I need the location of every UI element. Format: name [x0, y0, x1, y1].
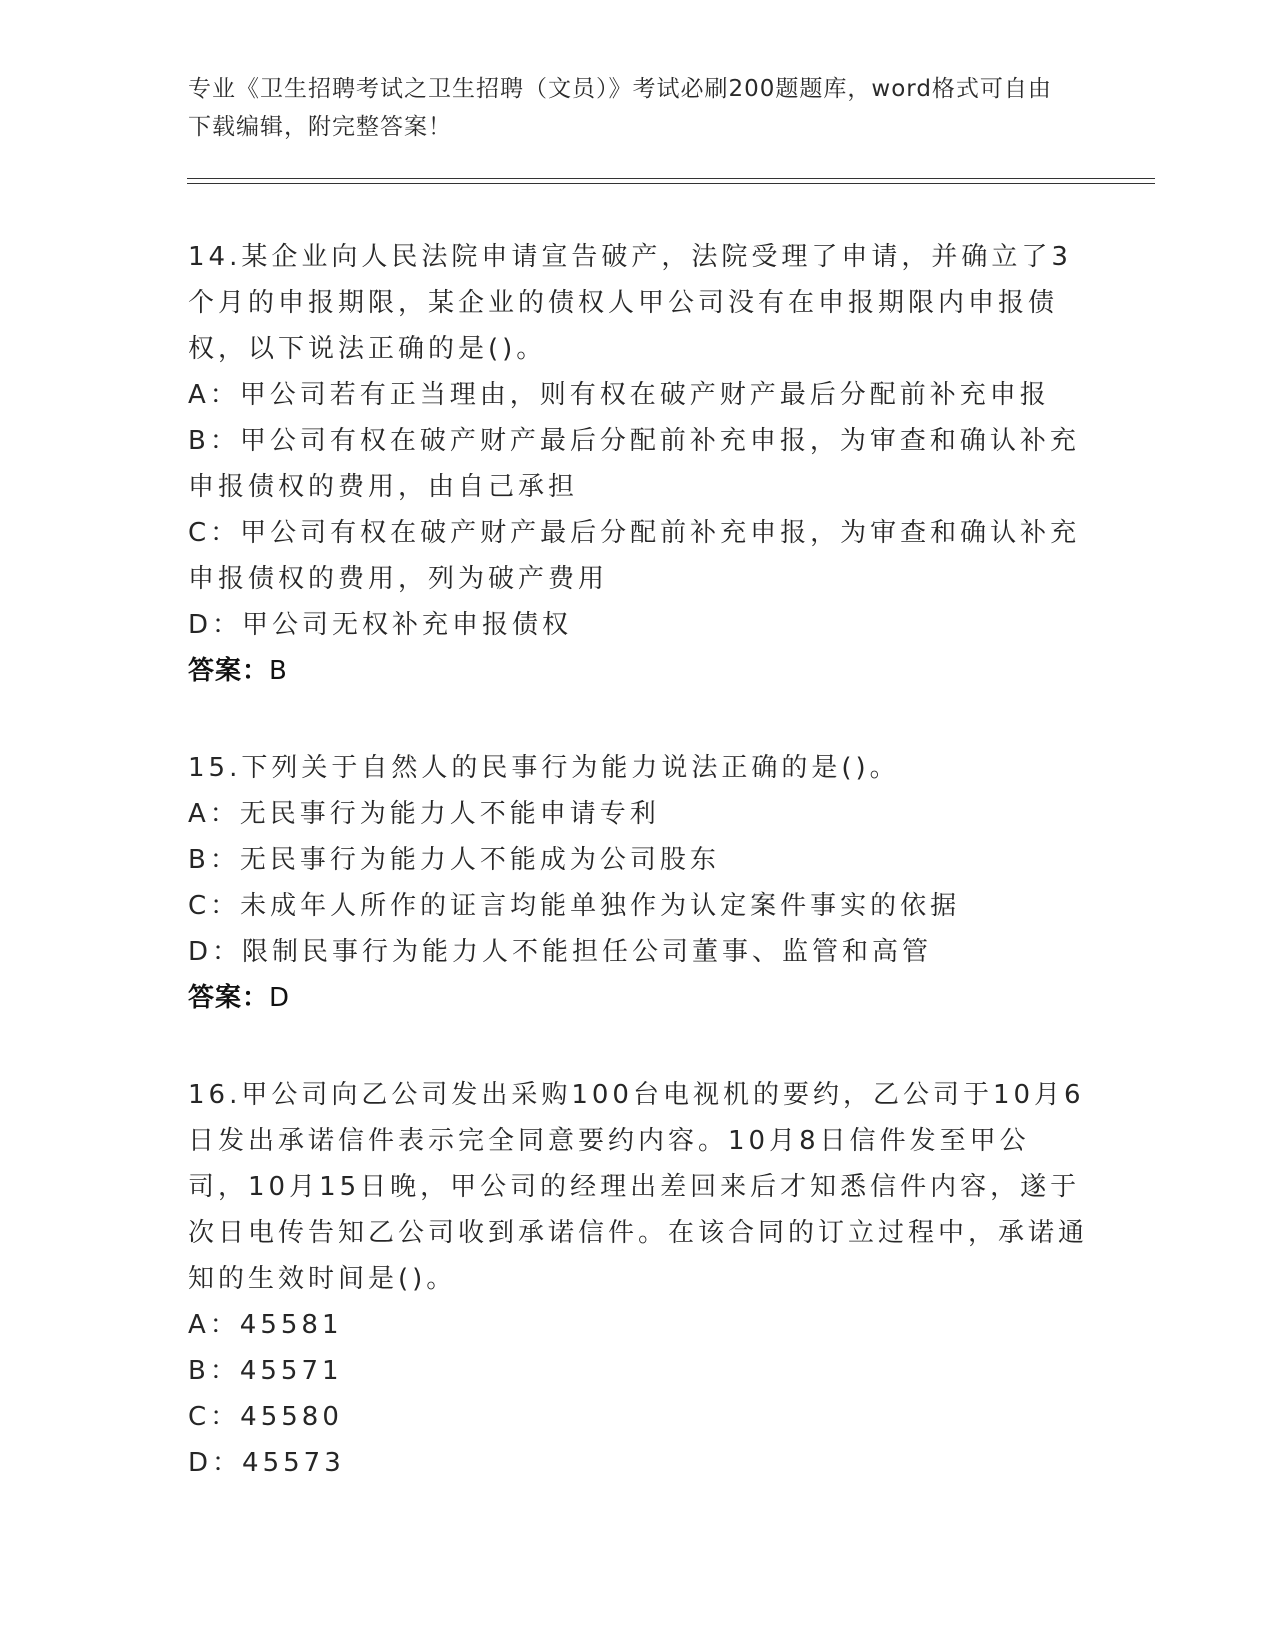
option-d: D：45573	[188, 1448, 345, 1478]
option-d: D：限制民事行为能力人不能担任公司董事、监管和高管	[188, 937, 933, 967]
answer-line	[188, 975, 1088, 1021]
option-a: A：45581	[188, 1310, 343, 1340]
header-divider-bottom	[187, 183, 1155, 184]
option-c: C：45580	[188, 1402, 343, 1432]
option-a: A：无民事行为能力人不能申请专利	[188, 799, 660, 829]
header-divider-top	[187, 178, 1155, 179]
option-d: D：甲公司无权补充申报债权	[188, 610, 573, 640]
question-stem: 15.下列关于自然人的民事行为能力说法正确的是()。	[188, 753, 900, 783]
question-list	[188, 234, 1088, 1537]
answer-label: 答案：	[188, 983, 270, 1013]
option-b: B：无民事行为能力人不能成为公司股东	[188, 845, 720, 875]
answer-value: B	[269, 656, 288, 686]
option-b: B：甲公司有权在破产财产最后分配前补充申报，为审查和确认补充申报债权的费用，由自己承担	[188, 426, 1080, 502]
answer-label: 答案：	[188, 656, 270, 686]
document-header: 专业《卫生招聘考试之卫生招聘（文员）》考试必刷200题题库，word格式可自由下载编辑，附完整答案！	[188, 76, 1052, 140]
option-c: C：甲公司有权在破产财产最后分配前补充申报，为审查和确认补充申报债权的费用，列为破产费用	[188, 518, 1081, 594]
question-16	[188, 1072, 1088, 1486]
option-c: C：未成年人所作的证言均能单独作为认定案件事实的依据	[188, 891, 961, 921]
question-stem: 14.某企业向人民法院申请宣告破产，法院受理了申请，并确立了3个月的申报期限，某企业的债权人甲公司没有在申报期限内申报债权，以下说法正确的是()。	[188, 242, 1072, 364]
answer-value: D	[269, 983, 291, 1013]
question-14	[188, 234, 1088, 694]
question-15	[188, 745, 1088, 1021]
option-b: B：45571	[188, 1356, 343, 1386]
option-a: A：甲公司若有正当理由，则有权在破产财产最后分配前补充申报	[188, 380, 1050, 410]
question-stem: 16.甲公司向乙公司发出采购100台电视机的要约，乙公司于10月6日发出承诺信件表示完全同意要约内容。10月8日信件发至甲公司，10月15日晚，甲公司的经理出差回来后才知悉信件内容，遂于次日电传告知乙公司收到承诺信件。在该合同的订立过程中，承诺通知的生效时间是()。	[188, 1080, 1089, 1294]
answer-line	[188, 648, 1088, 694]
